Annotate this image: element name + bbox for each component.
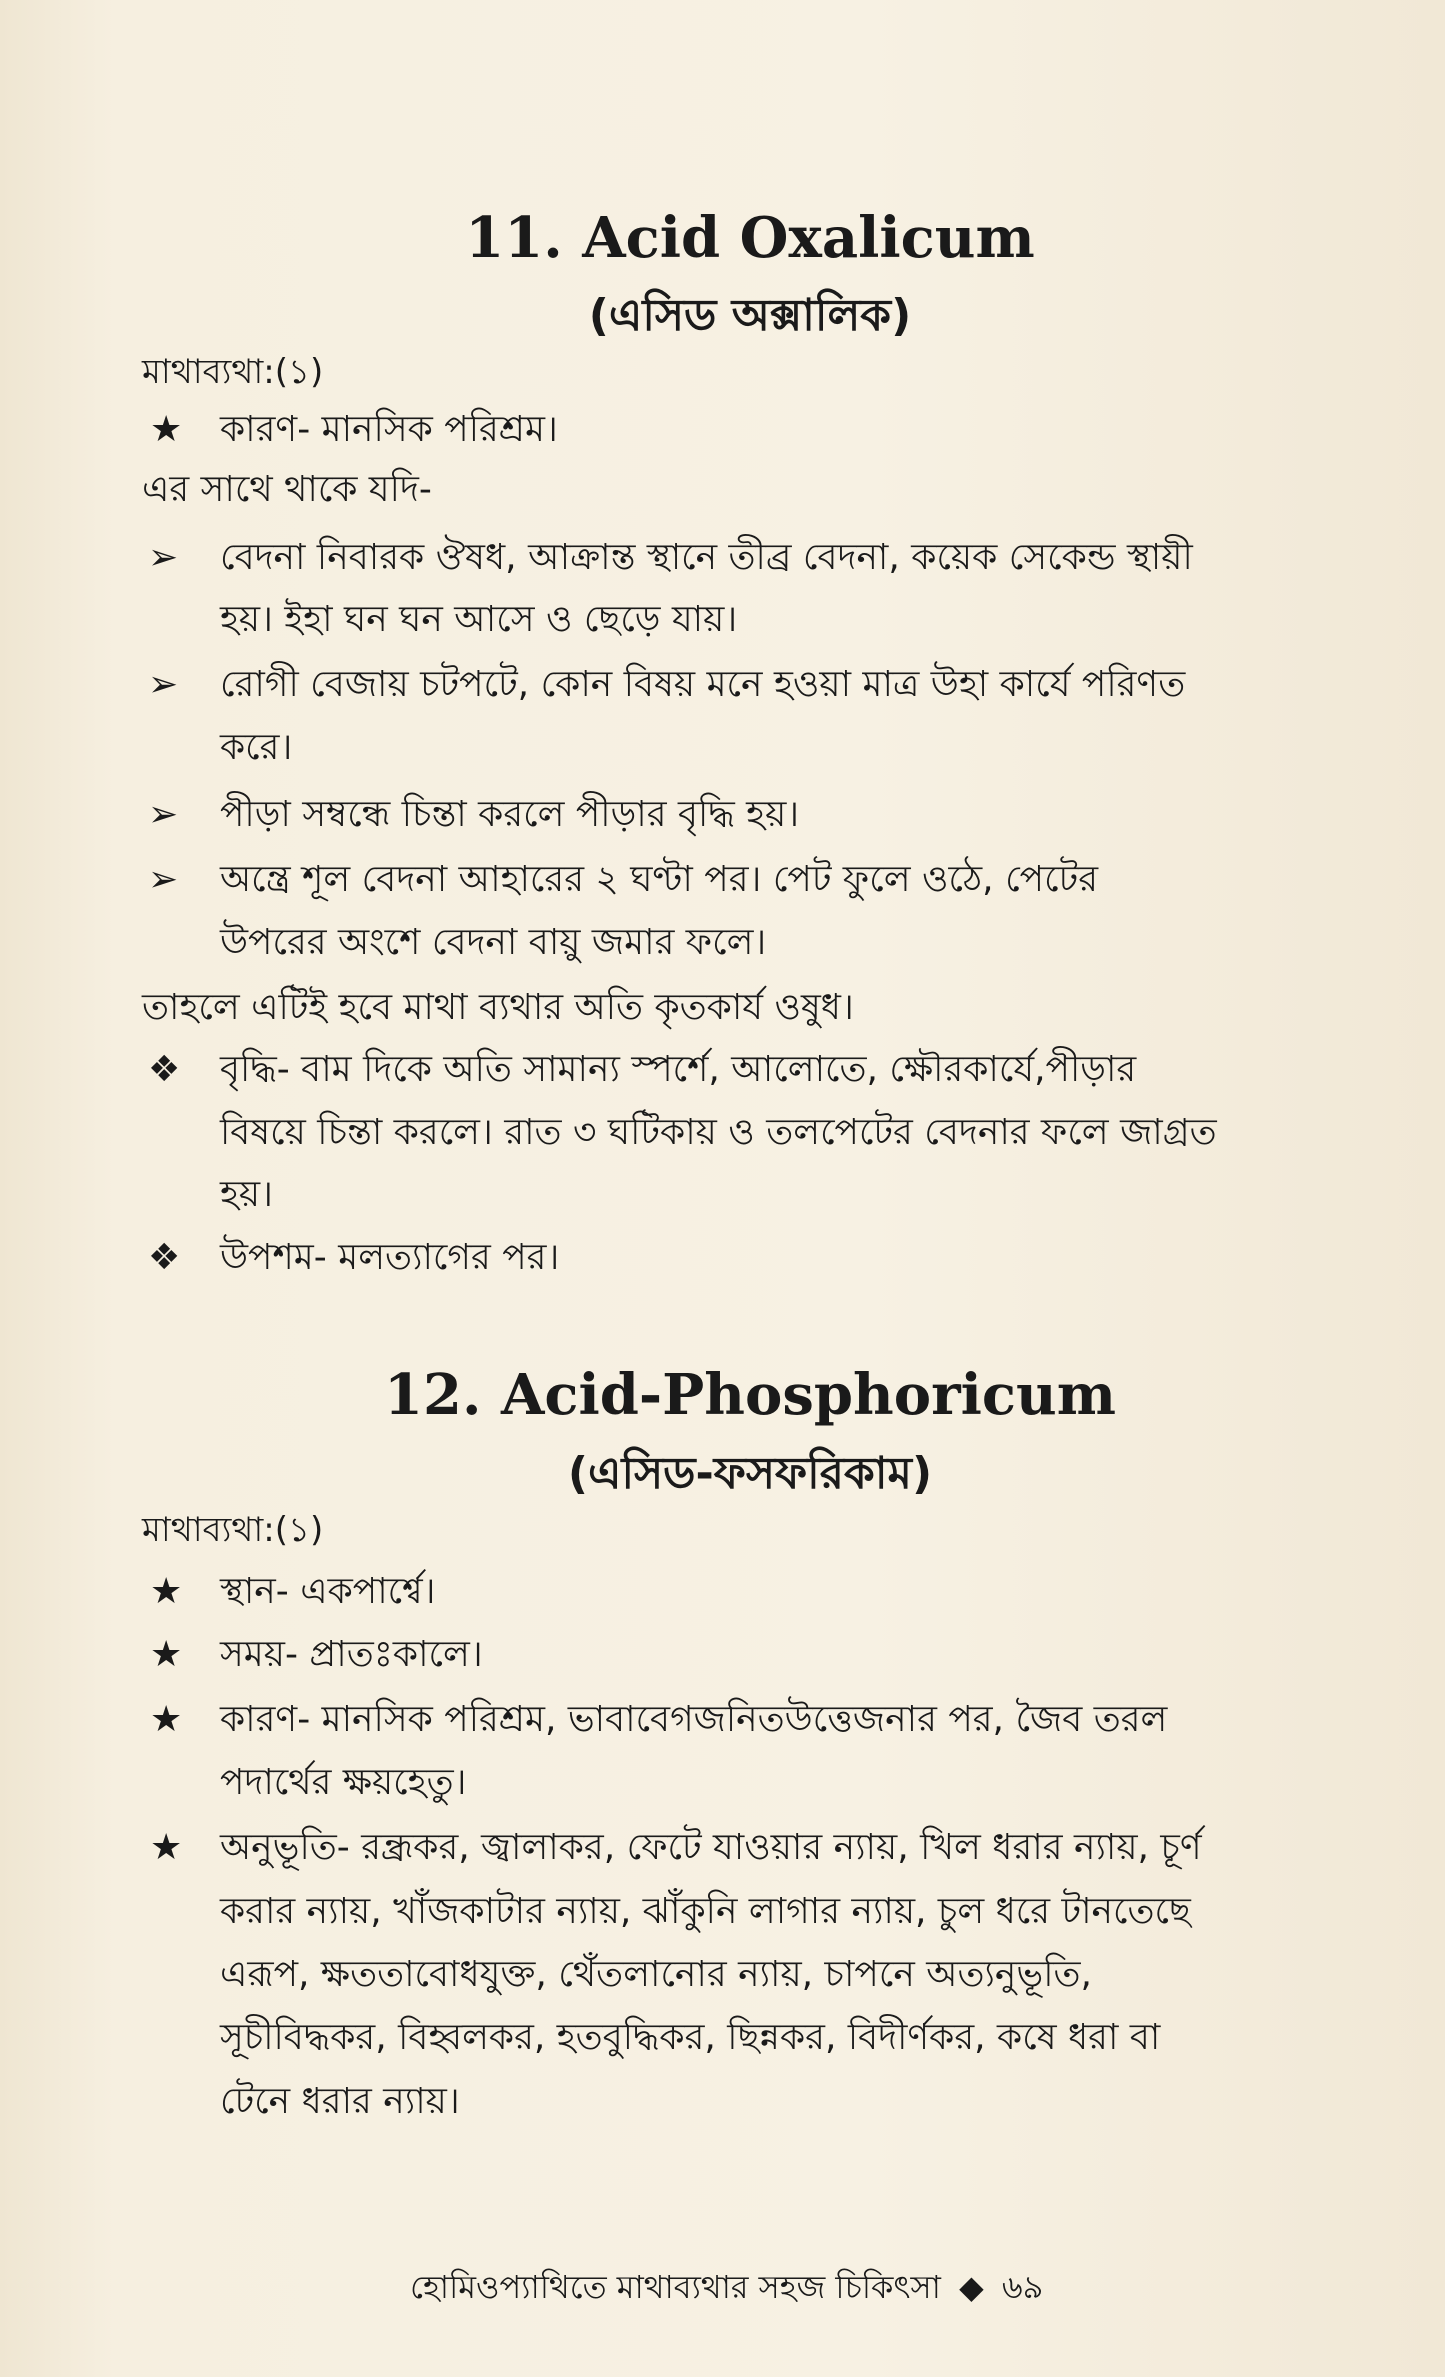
section1-bullet4-line2: উপরের অংশে বেদনা বায়ু জমার ফলে। [220,922,767,963]
section1-cause: কারণ- মানসিক পরিশ্রম। [220,409,558,450]
section1-bullet1-line1: বেদনা নিবারক ঔষধ, আক্রান্ত স্থানে তীব্র বেদনা, কয়েক সেকেন্ড স্থায়ী [220,537,1193,578]
section2-sensation-line5: টেনে ধরার ন্যায়। [220,2081,460,2122]
diamond-bullet-icon: ❖ [148,1049,181,1090]
arrow-bullet-icon: ➢ [148,859,179,900]
star-icon: ★ [150,1699,183,1740]
section2-time: সময়- প্রাতঃকালে। [220,1634,483,1675]
star-icon: ★ [150,1571,183,1612]
page-footer [410,2262,1043,2316]
arrow-bullet-icon: ➢ [148,794,179,835]
section1-bullet2-line1: রোগী বেজায় চটপটে, কোন বিষয় মনে হওয়া মাত্র উহা কার্যে পরিণত [220,664,1186,705]
section2-title-bn: (এসিড-ফসফরিকাম) [567,1448,933,1499]
section2-cause-line1: কারণ- মানসিক পরিশ্রম, ভাবাবেগজনিতউত্তেজনার পর, জৈব তরল [220,1699,1168,1740]
arrow-bullet-icon: ➢ [148,537,179,578]
section1-bullet1-line2: হয়। ইহা ঘন ঘন আসে ও ছেড়ে যায়। [220,599,738,640]
section2-heading: মাথাব্যথা:(১) [142,1510,324,1550]
section1-title-en: 11. Acid Oxalicum [465,205,1035,271]
section1-aggravation-line2: বিষয়ে চিন্তা করলে। রাত ৩ ঘটিকায় ও তলপেটের বেদনার ফলে জাগ্রত [220,1112,1217,1153]
page-number: ৬৯ [1001,2268,1044,2306]
section1-title-bn: (এসিড অক্সালিক) [588,290,912,341]
section2-title-en: 12. Acid-Phosphoricum [384,1362,1116,1428]
section1-aggravation-line3: হয়। [220,1174,273,1215]
section2-sensation-line1: অনুভূতি- রন্ধ্রকর, জ্বালাকর, ফেটে যাওয়ার ন্যায়, খিল ধরার ন্যায়, চূর্ণ [220,1827,1202,1868]
section1-amelioration: উপশম- মলত্যাগের পর। [220,1237,560,1278]
star-icon: ★ [150,1827,183,1868]
section1-heading: মাথাব্যথা:(১) [142,352,324,392]
section2-cause-line2: পদার্থের ক্ষয়হেতু। [220,1762,467,1803]
star-icon: ★ [150,409,183,450]
section2-sensation-line2: করার ন্যায়, খাঁজকাটার ন্যায়, ঝাঁকুনি লাগার ন্যায়, চুল ধরে টানতেছে [220,1891,1191,1932]
arrow-bullet-icon: ➢ [148,664,179,705]
section1-bullet3: পীড়া সম্বন্ধে চিন্তা করলে পীড়ার বৃদ্ধি হয়। [220,794,800,835]
section1-conclusion: তাহলে এটিই হবে মাথা ব্যথার অতি কৃতকার্য ওষুধ। [142,987,854,1028]
footer-separator-icon: ◆ [959,2268,984,2306]
section1-aggravation-line1: বৃদ্ধি- বাম দিকে অতি সামান্য স্পর্শে, আলোতে, ক্ষৌরকার্যে,পীড়ার [220,1049,1137,1090]
diamond-bullet-icon: ❖ [148,1237,181,1278]
section2-sensation-line4: সূচীবিদ্ধকর, বিহ্বলকর, হতবুদ্ধিকর, ছিন্নকর, বিদীর্ণকর, কষে ধরা বা [220,2017,1161,2058]
section2-sensation-line3: এরূপ, ক্ষততাবোধযুক্ত, থেঁতলানোর ন্যায়, চাপনে অত্যনুভূতি, [220,1954,1092,1995]
footer-book-title: হোমিওপ্যাথিতে মাথাব্যথার সহজ চিকিৎসা [410,2268,941,2306]
section2-place: স্থান- একপার্শ্বে। [220,1571,436,1612]
section1-bullet2-line2: করে। [220,727,293,768]
star-icon: ★ [150,1634,183,1675]
section1-intro: এর সাথে থাকে যদি- [142,469,432,510]
section1-bullet4-line1: অন্ত্রে শূল বেদনা আহারের ২ ঘণ্টা পর। পেট ফুলে ওঠে, পেটের [220,859,1098,900]
